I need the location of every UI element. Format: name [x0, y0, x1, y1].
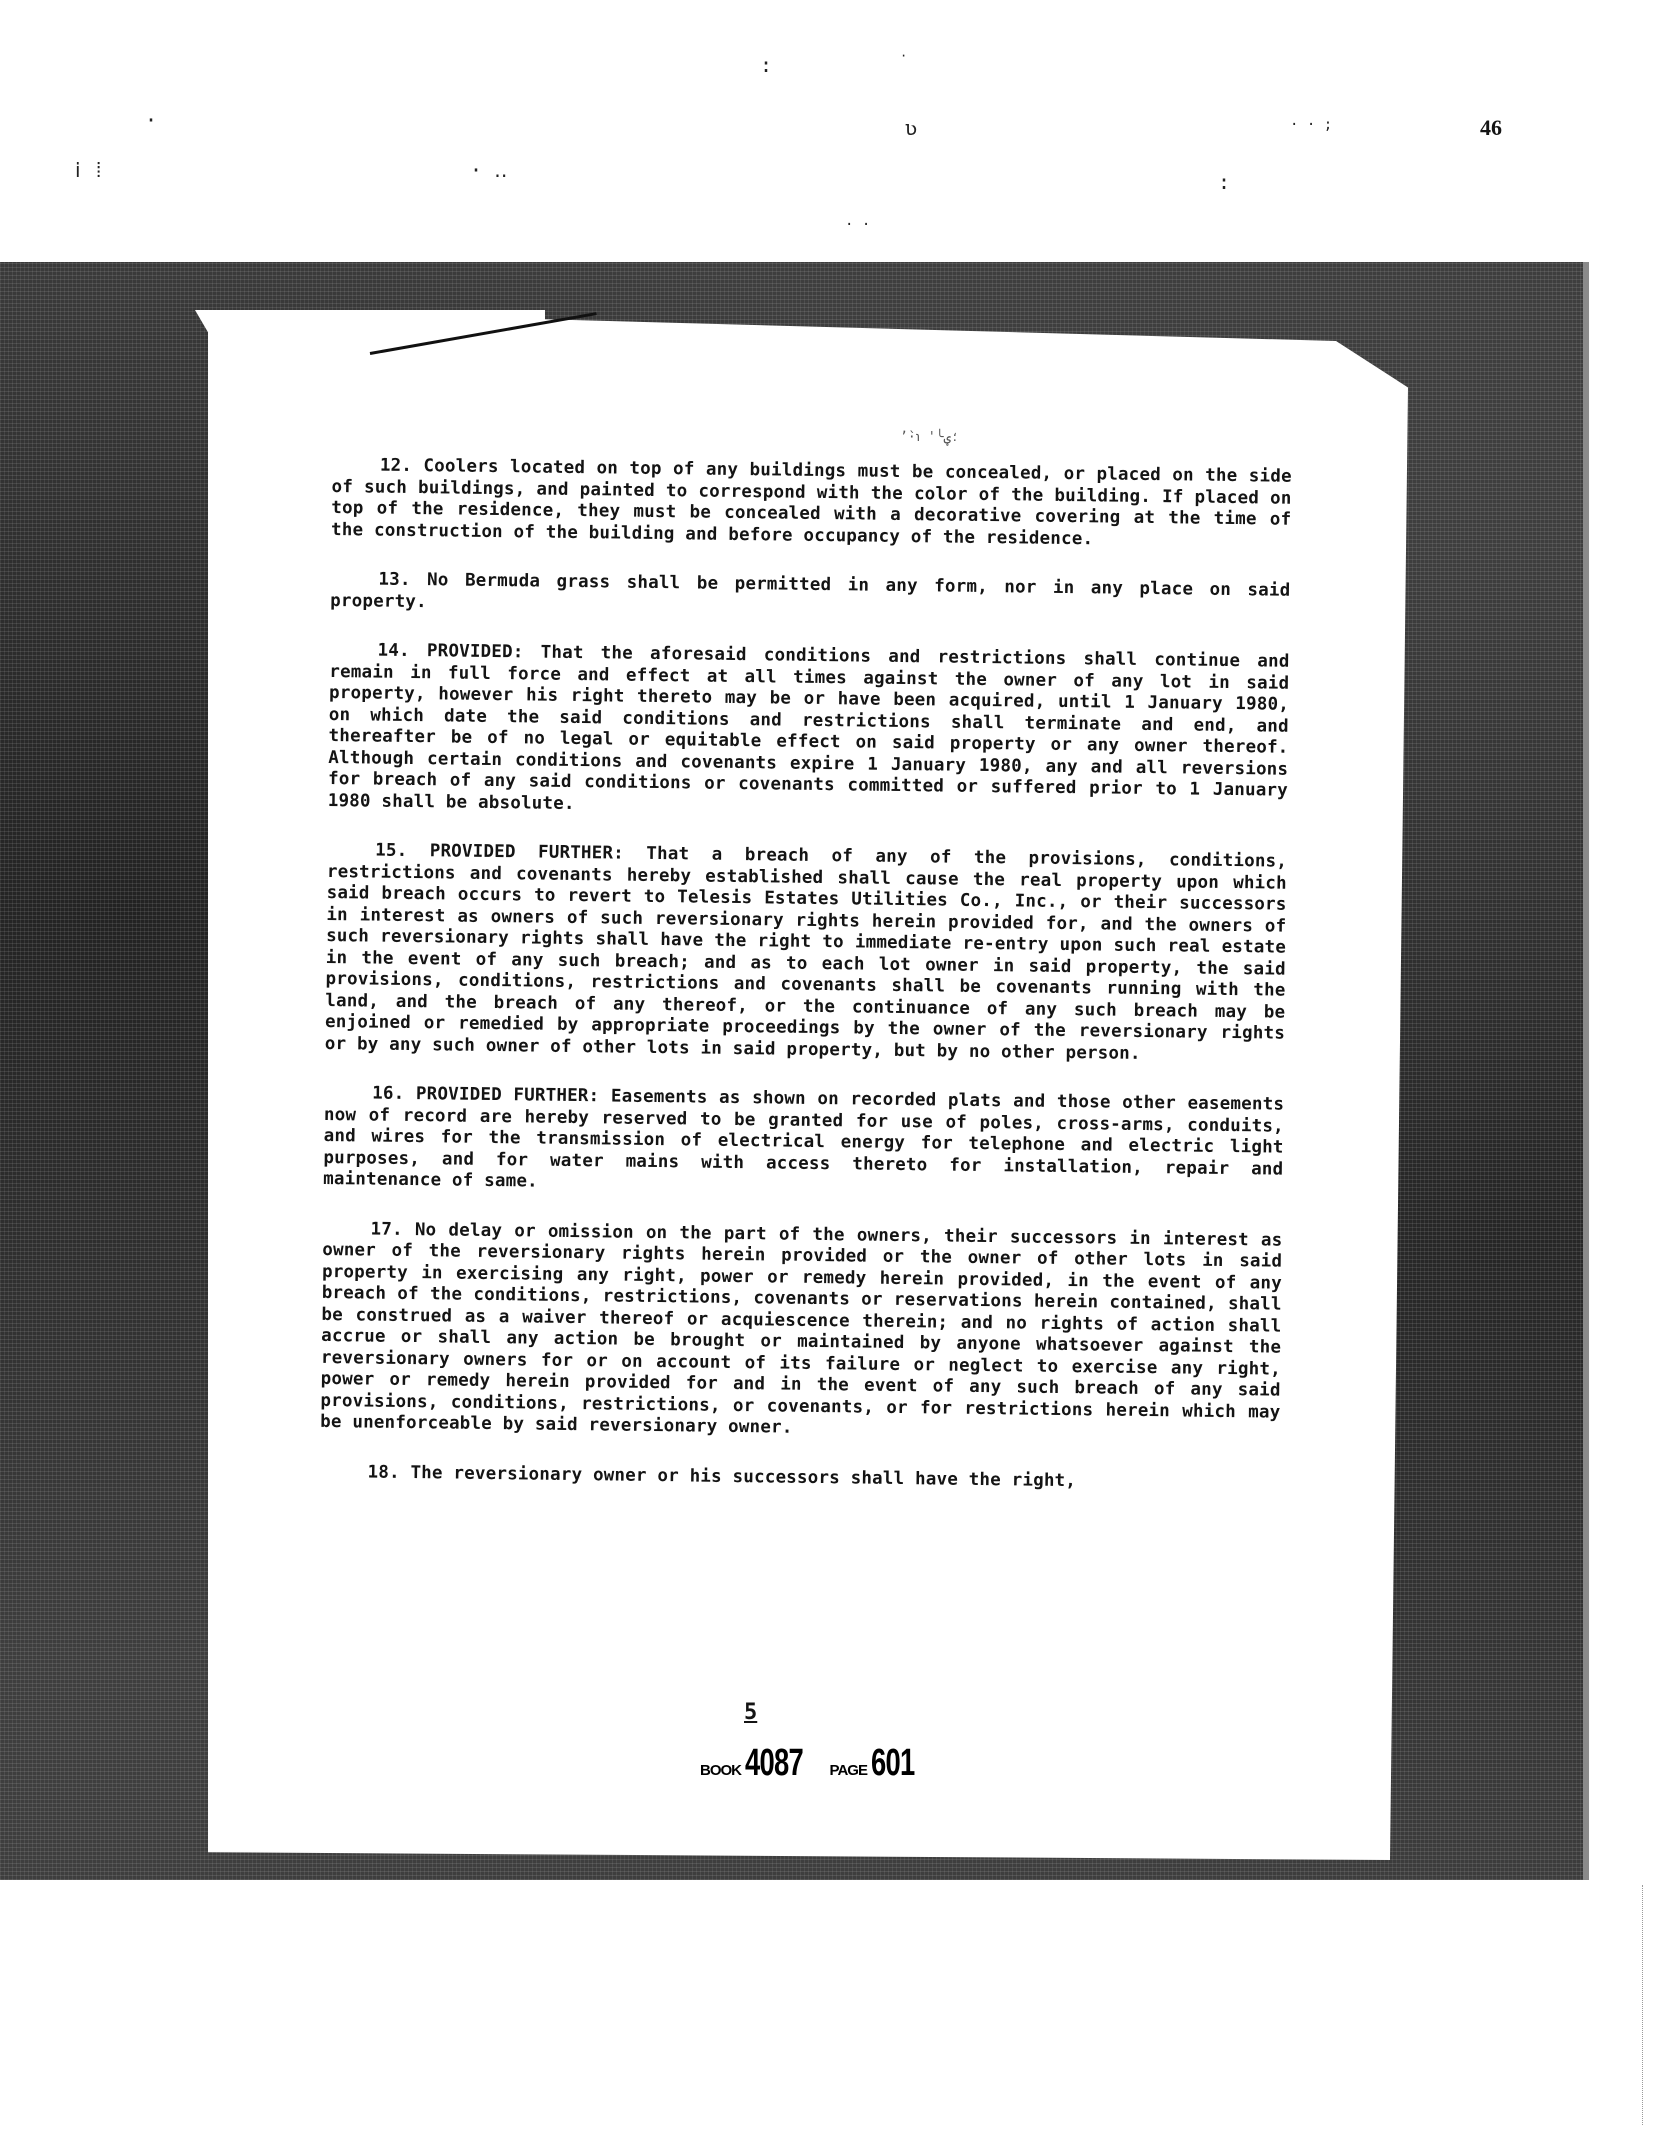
- stamp-smudge: ʼ·℩̀ '╰؛ؠ: [900, 430, 959, 445]
- paragraph-17: 17. No delay or omission on the part of the owners, their successors in interest as owner of the reversionary rights herein provided or the owner of other lots in said property in exercising any right, power or remedy herein provided, in the event of any breach of the conditions, restrictions, covenants or reservations herein contained, shall be construed as a waiver thereof or acquiescence therein; and no rights of action shall accrue or shall any action be brought or maintained by anyone whatsoever against the reversionary owners for or on account of its failure or neglect to exercise any right, power or remedy herein provided for and in the event of any such breach of any said provisions, conditions, restrictions, or covenants, or for restrictions herein which may be unenforceable by said reversionary owner.: [320, 1219, 1283, 1438]
- scan-speck: · ·: [845, 217, 871, 233]
- scan-speck: ʋ: [905, 116, 918, 140]
- page-number: 5: [744, 1700, 758, 1725]
- scan-edge-line: [1642, 1885, 1644, 2125]
- page-reference-number: 601: [870, 1742, 915, 1784]
- paragraph-16: 16. PROVIDED FURTHER: Easements as shown on recorded plats and those other easements now of record are hereby reserved to be granted for use of poles, cross-arms, conduits, and wires for the transmission of electrical energy for telephone and electric light purposes, and for water mains with access thereto for installation, repair and maintenance of same.: [323, 1083, 1285, 1192]
- paragraph-12: 12. Coolers located on top of any buildings must be concealed, or placed on the side of such buildings, and painted to correspond with the color of the building. If placed on top of the residence, they must be concealed with a decorative covering at the time of the construction of the building and before occupancy of the residence.: [330, 455, 1292, 549]
- book-number: 4087: [745, 1742, 803, 1784]
- paragraph-15: 15. PROVIDED FURTHER: That a breach of any of the provisions, conditions, restrictions and covenants hereby established shall cause the real property upon which said breach occurs to revert to Telesis Estates Utilities Co., Inc., or their successors in interest as owners of such reversionary rights herein provided for, and the owners of such reversionary rights shall have the right to immediate re-entry upon such real estate in the event of any such breach; and as to each lot owner in said property, the said provisions, conditions, restrictions and covenants shall be covenants running with the land, and the breach of any thereof, or the continuance of any such breach may be enjoined or remedied by appropriate proceedings by the owner of the reversionary rights or by any such owner of other lots in said property, but by no other person.: [324, 840, 1288, 1064]
- book-page-reference: [700, 1742, 931, 1785]
- scan-speck: ·: [145, 108, 158, 132]
- scan-edge-strip: [1583, 262, 1589, 1880]
- scan-speck: :: [760, 53, 773, 77]
- corner-page-mark: 46: [1480, 115, 1502, 140]
- document-body: [319, 455, 1292, 1523]
- paragraph-18: 18. The reversionary owner or his successors shall have the right,: [367, 1462, 1077, 1491]
- paragraph-14: 14. PROVIDED: That the aforesaid conditions and restrictions shall continue and remain in full force and effect at all times against the owner of any lot in said property, however his right thereto may be or have been acquired, until 1 January 1980, on which date the said conditions and restrictions shall terminate and end, and thereafter be of no legal or equitable effect on said property or any owner thereof. Although certain conditions and covenants expire 1 January 1980, any and all reversions for breach of any said conditions or covenants committed or suffered prior to 1 January 1980 shall be absolute.: [327, 640, 1290, 814]
- scan-speck: :: [1218, 170, 1231, 194]
- scan-speck: · ‥: [470, 158, 508, 182]
- page-label: PAGE: [829, 1762, 867, 1779]
- paragraph-13: 13. No Bermuda grass shall be permitted in any form, nor in any place on said property.: [330, 569, 1291, 612]
- book-label: BOOK: [700, 1762, 741, 1779]
- scan-speck: ⅰ ⁞: [75, 158, 105, 182]
- scan-speck: ·: [900, 49, 908, 63]
- scan-speck: · · ;: [1290, 117, 1333, 133]
